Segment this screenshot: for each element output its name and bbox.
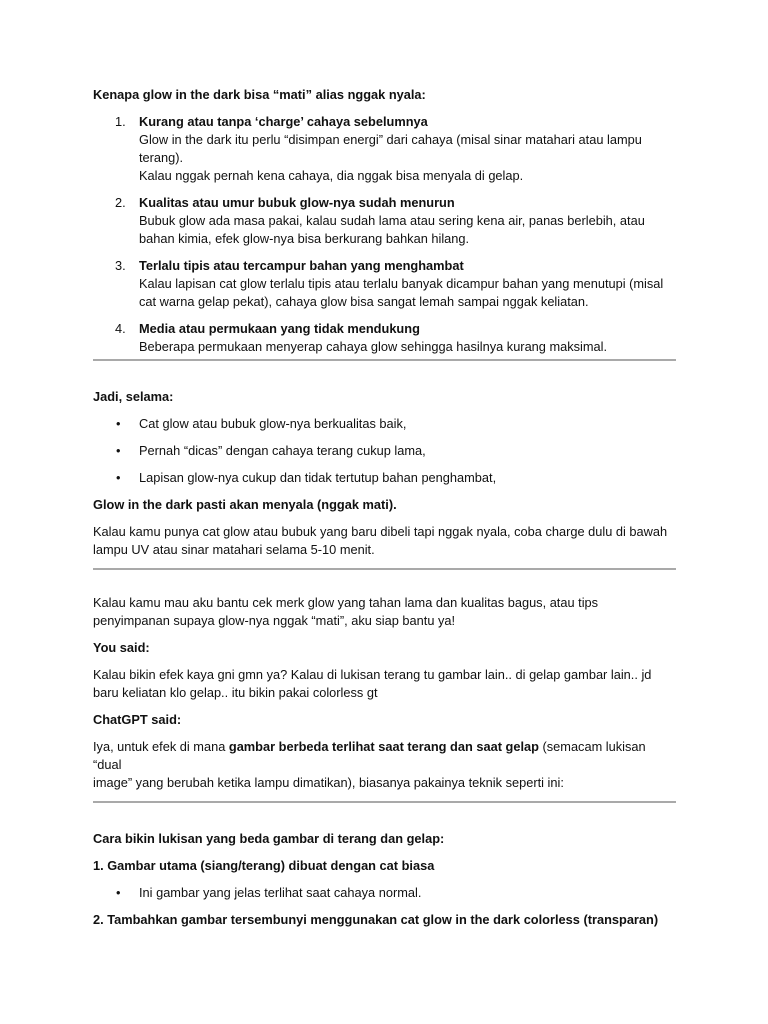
document-page — [93, 86, 676, 929]
list-item — [93, 113, 676, 185]
assistant-message — [93, 738, 676, 792]
list-number: 4. — [115, 321, 126, 336]
item-title: Kurang atau tanpa ‘charge’ cahaya sebelumnya — [139, 114, 428, 129]
bullet-item — [93, 442, 676, 460]
step-heading: 1. Gambar utama (siang/terang) dibuat dengan cat biasa — [93, 858, 435, 873]
paragraph-line: Kalau kamu punya cat glow atau bubuk yang baru dibeli tapi nggak nyala, coba charge dulu di bawah — [93, 524, 668, 539]
bullet-icon: • — [116, 885, 121, 900]
item-text: terang). — [139, 150, 184, 165]
text-run: Iya, untuk efek di mana — [93, 739, 229, 754]
conditions-list — [93, 415, 676, 487]
text-run: (semacam lukisan “dual — [93, 739, 646, 772]
bullet-icon: • — [116, 443, 121, 458]
item-text: Kalau lapisan cat glow terlalu tipis atau terlalu banyak dicampur bahan yang menutupi (misal — [139, 276, 664, 291]
paragraph — [93, 594, 676, 630]
list-number: 1. — [115, 114, 126, 129]
list-number: 3. — [115, 258, 126, 273]
item-text: Beberapa permukaan menyerap cahaya glow sehingga hasilnya kurang maksimal. — [139, 339, 608, 354]
item-text: Glow in the dark itu perlu “disimpan energi” dari cahaya (misal sinar matahari atau lampu — [139, 132, 642, 147]
paragraph-line: Kalau kamu mau aku bantu cek merk glow yang tahan lama dan kualitas bagus, atau tips — [93, 595, 599, 610]
bullet-text: Lapisan glow-nya cukup dan tidak tertutup bahan penghambat, — [139, 470, 497, 485]
bullet-icon: • — [116, 470, 121, 485]
bullet-text: Ini gambar yang jelas terlihat saat cahaya normal. — [139, 885, 422, 900]
item-title: Kualitas atau umur bubuk glow-nya sudah menurun — [139, 195, 455, 210]
divider — [93, 359, 676, 361]
bullet-text: Cat glow atau bubuk glow-nya berkualitas baik, — [139, 416, 407, 431]
list-item — [93, 257, 676, 311]
section-heading-method: Cara bikin lukisan yang beda gambar di terang dan gelap: — [93, 831, 445, 846]
user-label: You said: — [93, 640, 150, 655]
section-heading-why: Kenapa glow in the dark bisa “mati” alias nggak nyala: — [93, 87, 426, 102]
assistant-label: ChatGPT said: — [93, 712, 182, 727]
list-item — [93, 194, 676, 248]
item-text: Kalau nggak pernah kena cahaya, dia nggak bisa menyala di gelap. — [139, 168, 524, 183]
paragraph-line: lampu UV atau sinar matahari selama 5-10 menit. — [93, 542, 375, 557]
step-bullets — [93, 884, 676, 902]
paragraph-line: baru keliatan klo gelap.. itu bikin pakai colorless gt — [93, 685, 378, 700]
conclusion-text: Glow in the dark pasti akan menyala (nggak mati). — [93, 497, 397, 512]
step-heading: 2. Tambahkan gambar tersembunyi menggunakan cat glow in the dark colorless (transparan) — [93, 912, 659, 927]
list-number: 2. — [115, 195, 126, 210]
user-message — [93, 666, 676, 702]
item-title: Terlalu tipis atau tercampur bahan yang menghambat — [139, 258, 464, 273]
bullet-icon: • — [116, 416, 121, 431]
item-title: Media atau permukaan yang tidak mendukung — [139, 321, 420, 336]
bullet-item — [93, 415, 676, 433]
item-text: bahan kimia, efek glow-nya bisa berkurang bahkan hilang. — [139, 231, 470, 246]
paragraph-line: image” yang berubah ketika lampu dimatikan), biasanya pakainya teknik seperti ini: — [93, 775, 564, 790]
bullet-text: Pernah “dicas” dengan cahaya terang cukup lama, — [139, 443, 426, 458]
section-heading-summary: Jadi, selama: — [93, 389, 174, 404]
paragraph — [93, 523, 676, 559]
item-text: cat warna gelap pekat), cahaya glow bisa sangat lemah sampai nggak keliatan. — [139, 294, 589, 309]
list-item — [93, 320, 676, 356]
paragraph-line: Kalau bikin efek kaya gni gmn ya? Kalau di lukisan terang tu gambar lain.. di gelap gambar lain.. jd — [93, 667, 652, 682]
paragraph-line: penyimpanan supaya glow-nya nggak “mati”, aku siap bantu ya! — [93, 613, 456, 628]
bullet-item — [93, 884, 676, 902]
reasons-list — [93, 113, 676, 356]
bold-run: gambar berbeda terlihat saat terang dan saat gelap — [228, 739, 539, 754]
bullet-item — [93, 469, 676, 487]
item-text: Bubuk glow ada masa pakai, kalau sudah lama atau sering kena air, panas berlebih, atau — [139, 213, 645, 228]
divider — [93, 801, 676, 803]
paragraph-line — [93, 738, 676, 774]
divider — [93, 568, 676, 570]
